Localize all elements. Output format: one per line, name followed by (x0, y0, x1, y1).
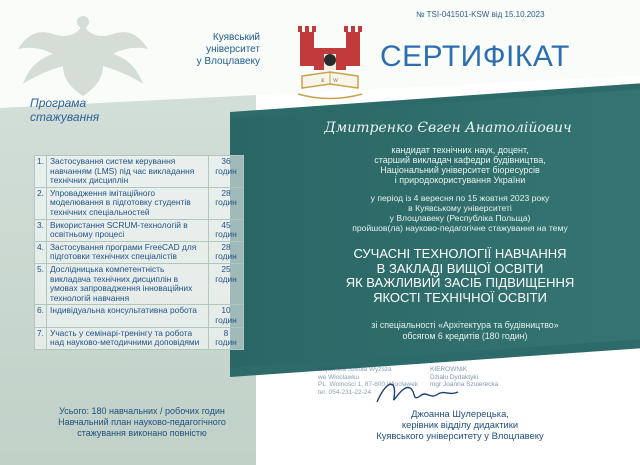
program-row-hours: 36 годин (209, 156, 244, 188)
program-row-hours: 45 годин (209, 219, 244, 241)
program-row (35, 305, 244, 327)
program-row-number: 7. (35, 327, 47, 349)
program-row (35, 156, 244, 188)
university-crest-icon (288, 18, 372, 102)
specialty-text: зі спеціальності «Архітектура та будівництво» обсягом 6 кредитів (180 годин) (371, 320, 559, 341)
program-row-number: 6. (35, 305, 47, 327)
program-row-topic: Застосування систем керування навчанням (LMS) під час викладання технічних дисциплін (47, 156, 209, 188)
program-row-hours: 8 годин (209, 327, 244, 349)
stamp-text-left: Kujawska Szkoła Wyższa we Włocławku PL. Wolności 1, 87-800 Włocławek tel. 054-231-22-24 (318, 366, 418, 396)
program-row-number: 5. (35, 263, 47, 304)
svg-text:K: K (321, 78, 325, 84)
program-row (35, 327, 244, 349)
program-row (35, 187, 244, 219)
program-row (35, 241, 244, 263)
program-row-hours: 10 годин (209, 305, 244, 327)
program-title: Програма стажування (30, 96, 100, 124)
svg-text:W: W (333, 78, 339, 84)
certificate-title: СЕРТИФІКАТ (380, 40, 570, 73)
program-row (35, 219, 244, 241)
program-row-topic: Упровадження імітаційного моделювання в підготовку студентів технічних спеціальностей (47, 187, 209, 219)
program-table (34, 155, 244, 350)
internship-theme: СУЧАСНІ ТЕХНОЛОГІЇ НАВЧАННЯ В ЗАКЛАДІ ВИЩОЇ ОСВІТИ ЯК ВАЖЛИВИЙ ЗАСІБ ПІДВИЩЕННЯ ЯКОСТІ ТЕХНІЧНОЇ ОСВІТИ (345, 246, 575, 305)
program-row-hours: 25 годин (209, 263, 244, 304)
program-row-topic: Застосування програми FreeCAD для підготовки технічних спеціалістів (47, 241, 209, 263)
stamp-text-right: KIEROWNIK Działu Dydaktyki mgr Joanna Szulerecka (430, 366, 499, 388)
program-row-number: 3. (35, 219, 47, 241)
program-row-number: 2. (35, 187, 47, 219)
program-summary: Усього: 180 навчальних / робочих годин Навчальний план науково-педагогічного стажування виконано повністю (58, 406, 226, 438)
program-row-hours: 28 годин (209, 187, 244, 219)
program-row-topic: Використання SCRUM-технологій в освітньому процесі (47, 219, 209, 241)
eagle-watermark-icon (8, 4, 158, 104)
university-name: Куявський університет у Влоцлавеку (196, 32, 260, 67)
internship-period: у період із 4 вересня по 15 жовтня 2023 року в Куявському університеті у Влоцлавеку (Республіка Польща) пройшов(ла) науково-педагогічне стажування на тему (352, 193, 568, 233)
program-row-hours: 28 годин (209, 241, 244, 263)
program-row-number: 1. (35, 156, 47, 188)
program-row-topic: Індивідуальна консультативна робота (47, 305, 209, 327)
program-row-topic: Участь у семінарі-тренінгу та робота над науково-методичними доповідями (47, 327, 209, 349)
program-row-number: 4. (35, 241, 47, 263)
program-row-topic: Дослідницька компетентність викладача технічних дисциплін в умовах запровадження інноваційних технологій навчання (47, 263, 209, 304)
program-row (35, 263, 244, 304)
signer-info: Джоанна Шулерецька, керівник відділу дидактики Куявського університету у Влоцлавеку (376, 408, 544, 441)
certificate-number: № TSI-041501-KSW від 15.10.2023 (416, 10, 545, 19)
recipient-name: Дмитренко Євген Анатолійович (324, 120, 572, 136)
recipient-degree: кандидат технічних наук, доцент, старший викладач кафедри будівництва, Національний університет біоресурсів і природокористування України (374, 145, 546, 185)
signature-icon (372, 374, 462, 410)
